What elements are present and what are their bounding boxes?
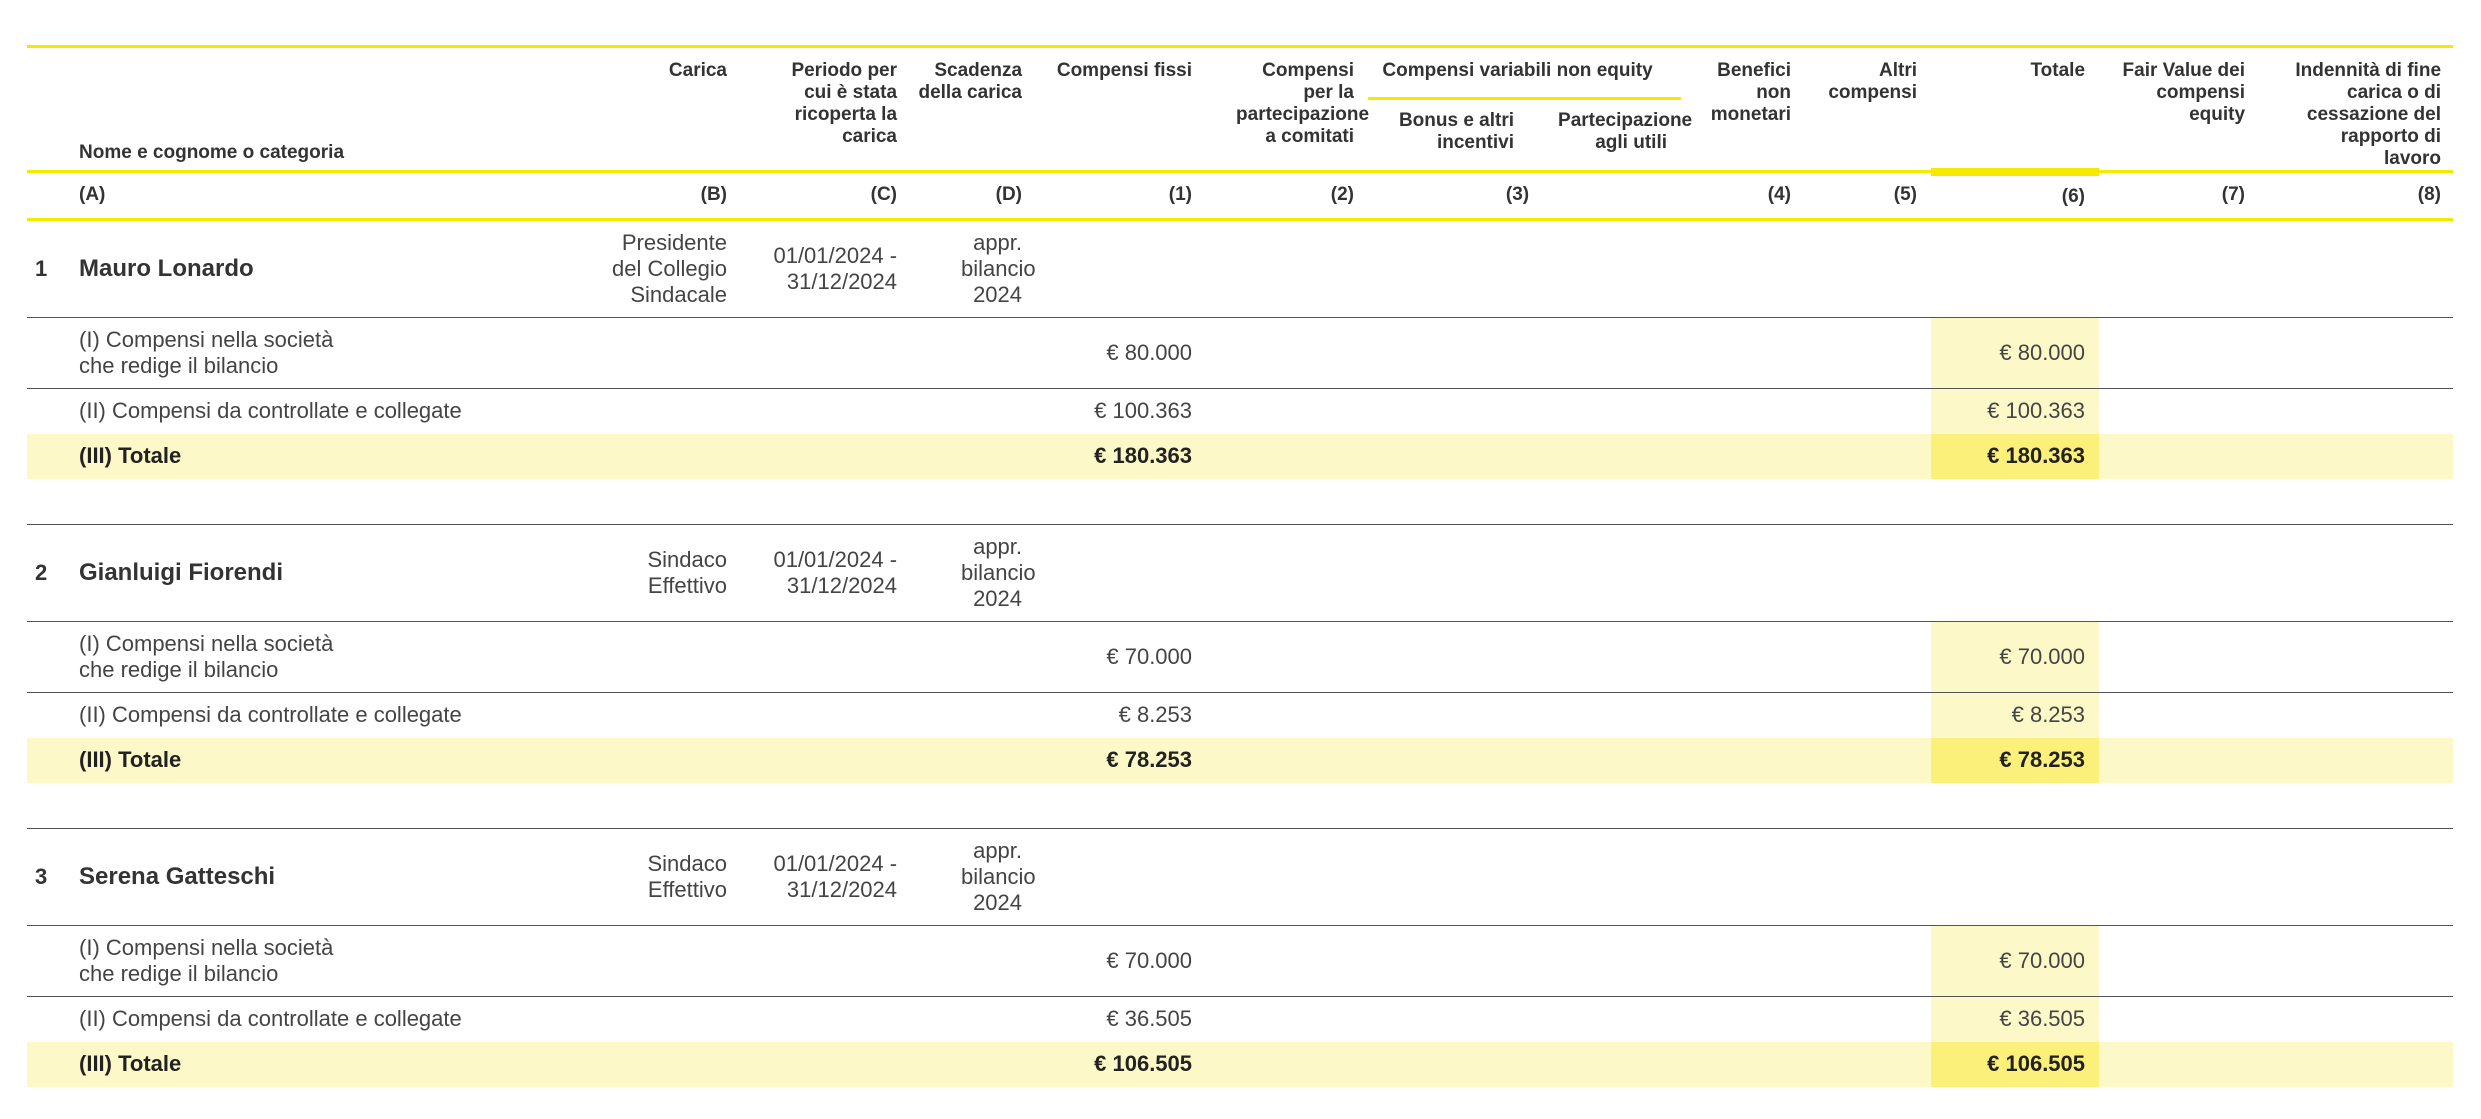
table-row: [27, 925, 2453, 996]
compensation-table-container: [27, 45, 2453, 1087]
totale-value: € 80.000: [1931, 317, 2099, 388]
row-label: (III) Totale: [79, 738, 601, 783]
person-scadenza: appr. bilancio 2024: [911, 524, 1036, 621]
totale-value: € 8.253: [1931, 692, 2099, 738]
totale-value: € 180.363: [1931, 434, 2099, 479]
table-row: [27, 996, 2453, 1042]
compensi-fissi-value: € 100.363: [1094, 398, 1193, 423]
person-periodo: 01/01/2024 - 31/12/2024: [741, 219, 911, 317]
person-name: Mauro Lonardo: [79, 219, 601, 317]
letter-1: (1): [1036, 172, 1206, 220]
letter-5: (5): [1805, 172, 1931, 220]
row-label: (I) Compensi nella società che redige il bilancio: [79, 621, 601, 692]
person-carica: Sindaco Effettivo: [601, 524, 741, 621]
letter-d: (D): [911, 172, 1036, 220]
row-label: (II) Compensi da controllate e collegate: [79, 1006, 462, 1031]
person-name: Gianluigi Fiorendi: [79, 524, 601, 621]
header-name: Nome e cognome o categoria: [79, 142, 345, 163]
compensi-fissi-value: € 36.505: [1106, 1006, 1193, 1031]
compensi-fissi-value: € 180.363: [1036, 434, 1206, 479]
person-name: Serena Gatteschi: [79, 828, 601, 925]
compensi-fissi-value: € 78.253: [1036, 738, 1206, 783]
header-altri-compensi: Altri compensi: [1828, 60, 1918, 103]
row-label: (I) Compensi nella società che redige il bilancio: [79, 925, 601, 996]
letter-6: (6): [1931, 172, 2099, 220]
row-label: (II) Compensi da controllate e collegate: [79, 398, 462, 423]
header-totale: Totale: [1931, 47, 2099, 172]
column-letters-row: [27, 172, 2453, 220]
person-row: [27, 219, 2453, 317]
total-row: [27, 738, 2453, 783]
letter-2: (2): [1206, 172, 1368, 220]
compensi-fissi-value: € 80.000: [1036, 317, 1206, 388]
person-number: 3: [27, 828, 79, 925]
compensation-table: [27, 45, 2453, 1087]
header-compensi-fissi: Compensi fissi: [1056, 60, 1193, 81]
total-row: [27, 434, 2453, 479]
header-carica: Carica: [668, 60, 728, 81]
person-scadenza: appr. bilancio 2024: [911, 828, 1036, 925]
header-indennita: Indennità di fine carica o di cessazione del rapporto di lavoro: [2295, 60, 2442, 169]
table-row: [27, 388, 2453, 434]
letter-4: (4): [1681, 172, 1805, 220]
letter-c: (C): [741, 172, 911, 220]
row-label: (I) Compensi nella società che redige il bilancio: [79, 317, 601, 388]
table-row: [27, 317, 2453, 388]
header-scadenza: Scadenza della carica: [918, 60, 1023, 103]
person-carica: Presidente del Collegio Sindacale: [601, 219, 741, 317]
person-periodo: 01/01/2024 - 31/12/2024: [741, 524, 911, 621]
header-benefici: Benefici non monetari: [1710, 60, 1792, 125]
row-label: (II) Compensi da controllate e collegate: [79, 702, 462, 727]
header-compensi-variabili: Compensi variabili non equity: [1368, 47, 1681, 99]
letter-b: (B): [601, 172, 741, 220]
person-number: 1: [27, 219, 79, 317]
person-row: [27, 524, 2453, 621]
letter-a: (A): [27, 172, 601, 220]
row-label: (III) Totale: [79, 434, 601, 479]
person-number: 2: [27, 524, 79, 621]
header-bonus: Bonus e altri incentivi: [1398, 110, 1515, 154]
row-label: (III) Totale: [79, 1042, 601, 1087]
totale-value: € 70.000: [1931, 925, 2099, 996]
compensi-fissi-value: € 8.253: [1118, 702, 1193, 727]
person-2-section: [27, 524, 2453, 828]
person-1-section: [27, 219, 2453, 524]
letter-7: (7): [2099, 172, 2259, 220]
totale-value: € 70.000: [1931, 621, 2099, 692]
header-periodo: Periodo per cui è stata ricoperta la carica: [791, 60, 898, 147]
person-carica: Sindaco Effettivo: [601, 828, 741, 925]
totale-value: € 100.363: [1931, 388, 2099, 434]
totale-value: € 106.505: [1931, 1042, 2099, 1087]
compensi-fissi-value: € 70.000: [1036, 621, 1206, 692]
header-partecipazione-utili: Partecipazione agli utili: [1558, 110, 1693, 154]
table-row: [27, 692, 2453, 738]
table-row: [27, 621, 2453, 692]
person-3-section: [27, 828, 2453, 1087]
letter-8: (8): [2259, 172, 2453, 220]
person-periodo: 01/01/2024 - 31/12/2024: [741, 828, 911, 925]
totale-value: € 78.253: [1931, 738, 2099, 783]
totale-value: € 36.505: [1931, 996, 2099, 1042]
header-compensi-comitati: Compensi per la partecipazione a comitati: [1236, 60, 1370, 147]
letter-3: (3): [1368, 172, 1681, 220]
person-row: [27, 828, 2453, 925]
compensi-fissi-value: € 106.505: [1036, 1042, 1206, 1087]
total-row: [27, 1042, 2453, 1087]
person-scadenza: appr. bilancio 2024: [911, 219, 1036, 317]
compensi-fissi-value: € 70.000: [1036, 925, 1206, 996]
header-fair-value: Fair Value dei compensi equity: [2122, 60, 2246, 125]
table-header: [27, 47, 2453, 220]
